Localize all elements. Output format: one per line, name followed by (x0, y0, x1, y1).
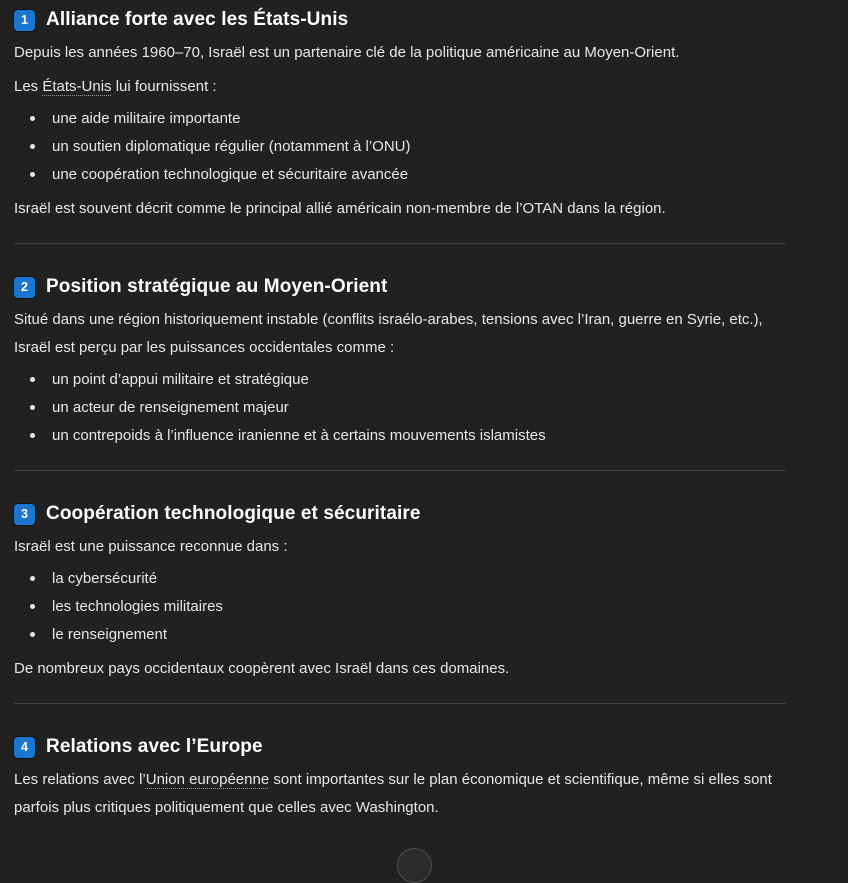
paragraph-outro: Israël est souvent décrit comme le principal allié américain non-membre de l’OTAN dans la région. (14, 200, 666, 217)
text-segment: Les relations avec l’ (14, 771, 146, 788)
paragraph-outro: De nombreux pays occidentaux coopèrent avec Israël dans ces domaines. (14, 660, 510, 677)
section-heading (14, 735, 786, 759)
section-number-badge: 1 (14, 10, 35, 31)
section-cooperation-technologique (14, 502, 786, 683)
paragraph-lead (14, 73, 786, 101)
list-item: un contrepoids à l’influence iranienne et à certains mouvements islamistes (14, 422, 786, 450)
text-segment: Les (14, 78, 43, 95)
section-title: Position stratégique au Moyen-Orient (46, 276, 388, 297)
list-item: la cybersécurité (14, 565, 786, 593)
section-divider (14, 470, 786, 471)
bullet-list (14, 366, 786, 450)
text-segment: sont importantes sur le plan économique et scientifique, même si elles sont parfois plus critiques politiquement que celles avec Washington. (14, 771, 772, 816)
list-item: un acteur de renseignement majeur (14, 394, 786, 422)
section-heading (14, 8, 786, 32)
list-item: les technologies militaires (14, 593, 786, 621)
paragraph-intro: Depuis les années 1960–70, Israël est un partenaire clé de la politique américaine au Moyen-Orient. (14, 44, 680, 61)
section-title: Coopération technologique et sécuritaire (46, 503, 421, 524)
section-heading (14, 502, 786, 526)
paragraph-intro: Israël est une puissance reconnue dans : (14, 538, 288, 555)
bullet-list (14, 105, 786, 189)
section-title: Alliance forte avec les États-Unis (46, 9, 349, 30)
entity-link-etats-unis[interactable]: États-Unis (42, 78, 112, 95)
entity-link-union-europeenne[interactable]: Union européenne (145, 771, 270, 788)
section-divider (14, 703, 786, 704)
scroll-to-bottom-button[interactable] (397, 848, 432, 883)
text-segment: lui fournissent : (111, 78, 217, 95)
list-item: le renseignement (14, 621, 786, 649)
section-position-strategique (14, 275, 786, 450)
section-number-badge: 4 (14, 737, 35, 758)
paragraph-lead (14, 766, 786, 822)
section-title: Relations avec l’Europe (46, 736, 263, 757)
bullet-list (14, 565, 786, 649)
section-alliance-etats-unis (14, 8, 786, 223)
section-number-badge: 2 (14, 277, 35, 298)
list-item: un soutien diplomatique régulier (notamment à l’ONU) (14, 133, 786, 161)
section-number-badge: 3 (14, 504, 35, 525)
list-item: une aide militaire importante (14, 105, 786, 133)
section-relations-europe (14, 735, 786, 822)
list-item: une coopération technologique et sécuritaire avancée (14, 161, 786, 189)
section-divider (14, 243, 786, 244)
paragraph-intro: Situé dans une région historiquement instable (conflits israélo-arabes, tensions avec l’Iran, guerre en Syrie, etc.), Israël est perçu par les puissances occidentales comme : (14, 311, 763, 356)
list-item: un point d’appui militaire et stratégique (14, 366, 786, 394)
section-heading (14, 275, 786, 299)
